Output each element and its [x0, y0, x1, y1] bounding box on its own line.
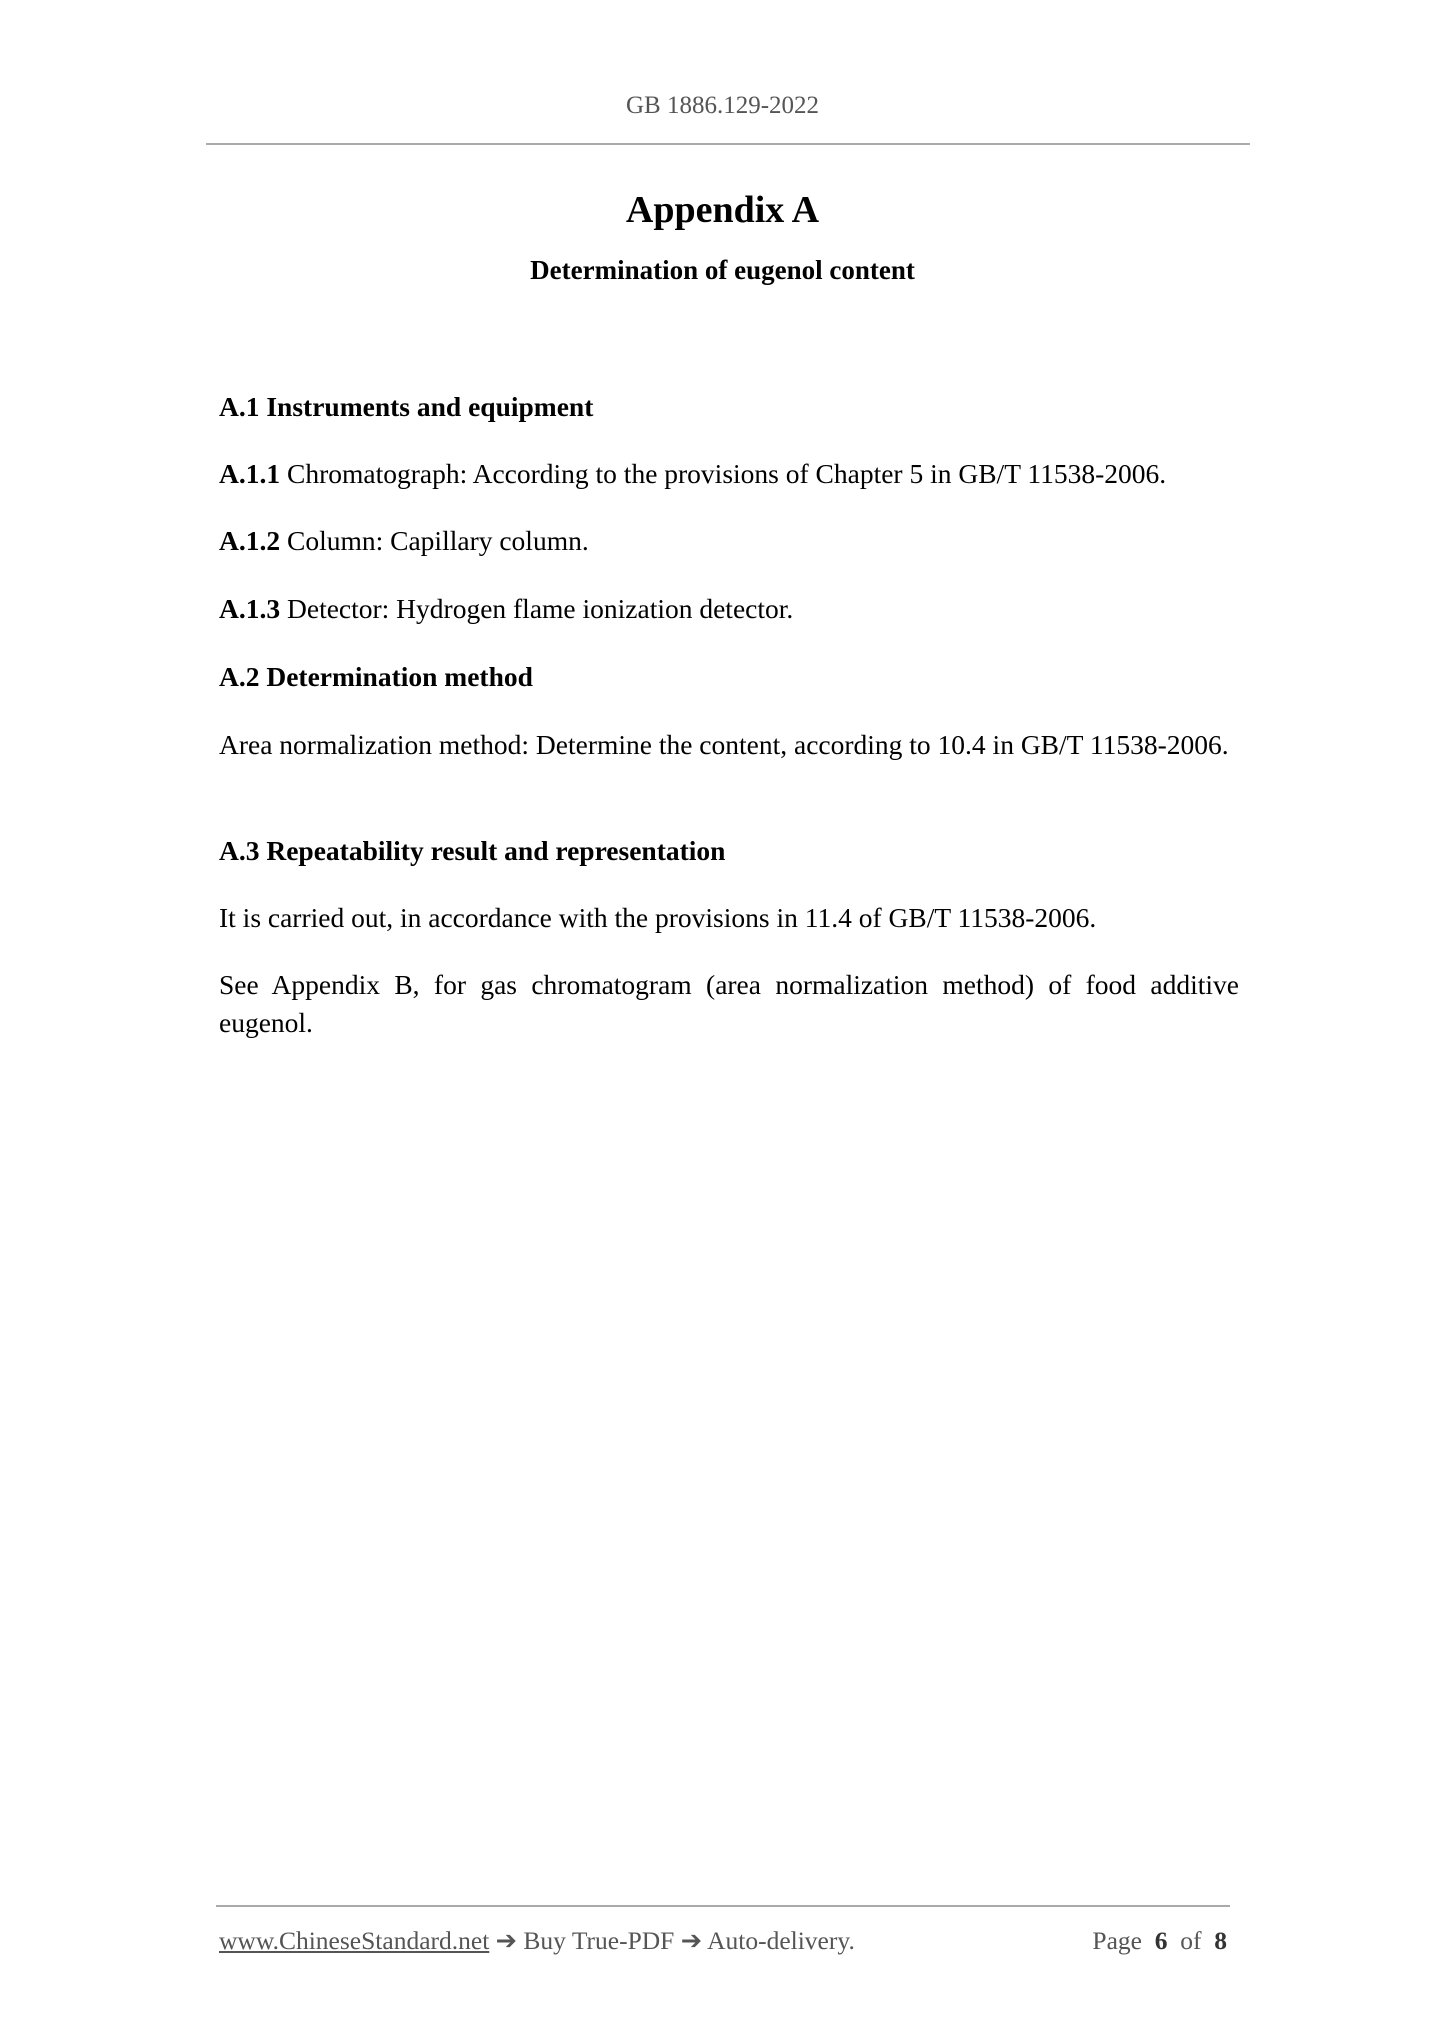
page-current: 6	[1154, 1926, 1168, 1955]
footer-promo	[219, 1926, 855, 1956]
section-heading-a2: A.2 Determination method	[219, 661, 533, 692]
page-subtitle: Determination of eugenol content	[530, 255, 915, 285]
page-number	[1092, 1926, 1227, 1956]
clause-text: Chromatograph: According to the provisions of Chapter 5 in GB/T 11538-2006.	[280, 458, 1167, 489]
paragraph-a2: Area normalization method: Determine the content, according to 10.4 in GB/T 11538-2006.	[219, 729, 1229, 760]
delivery-text: Auto-delivery.	[707, 1926, 855, 1955]
running-header: GB 1886.129-2022	[625, 92, 820, 119]
clause-number: A.1.1	[219, 458, 281, 489]
paragraph-a3-2: See Appendix B, for gas chromatogram (area normalization method) of food additive eugenol.	[219, 969, 1239, 1038]
arrow-right-icon: ➔	[674, 1926, 708, 1955]
page-label: Page	[1092, 1926, 1142, 1955]
clause-number: A.1.3	[219, 593, 281, 624]
footer-divider	[216, 1905, 1230, 1907]
buy-text: Buy True-PDF	[523, 1926, 675, 1955]
clause-a12	[219, 522, 1239, 560]
clause-a11	[219, 455, 1239, 493]
section-heading-a1: A.1 Instruments and equipment	[219, 391, 594, 422]
website-link[interactable]: www.ChineseStandard.net	[219, 1926, 490, 1955]
header-divider	[206, 143, 1250, 145]
clause-text: Column: Capillary column.	[280, 525, 589, 556]
section-heading-a3: A.3 Repeatability result and representation	[219, 835, 726, 866]
arrow-right-icon: ➔	[489, 1926, 524, 1955]
clause-a13	[219, 590, 1239, 628]
clause-number: A.1.2	[219, 525, 281, 556]
page-total: 8	[1214, 1926, 1227, 1955]
clause-text: Detector: Hydrogen flame ionization detector.	[280, 593, 794, 624]
page-title: Appendix A	[625, 189, 820, 231]
of-label: of	[1180, 1926, 1202, 1955]
paragraph-a3-1: It is carried out, in accordance with the provisions in 11.4 of GB/T 11538-2006.	[219, 902, 1097, 933]
